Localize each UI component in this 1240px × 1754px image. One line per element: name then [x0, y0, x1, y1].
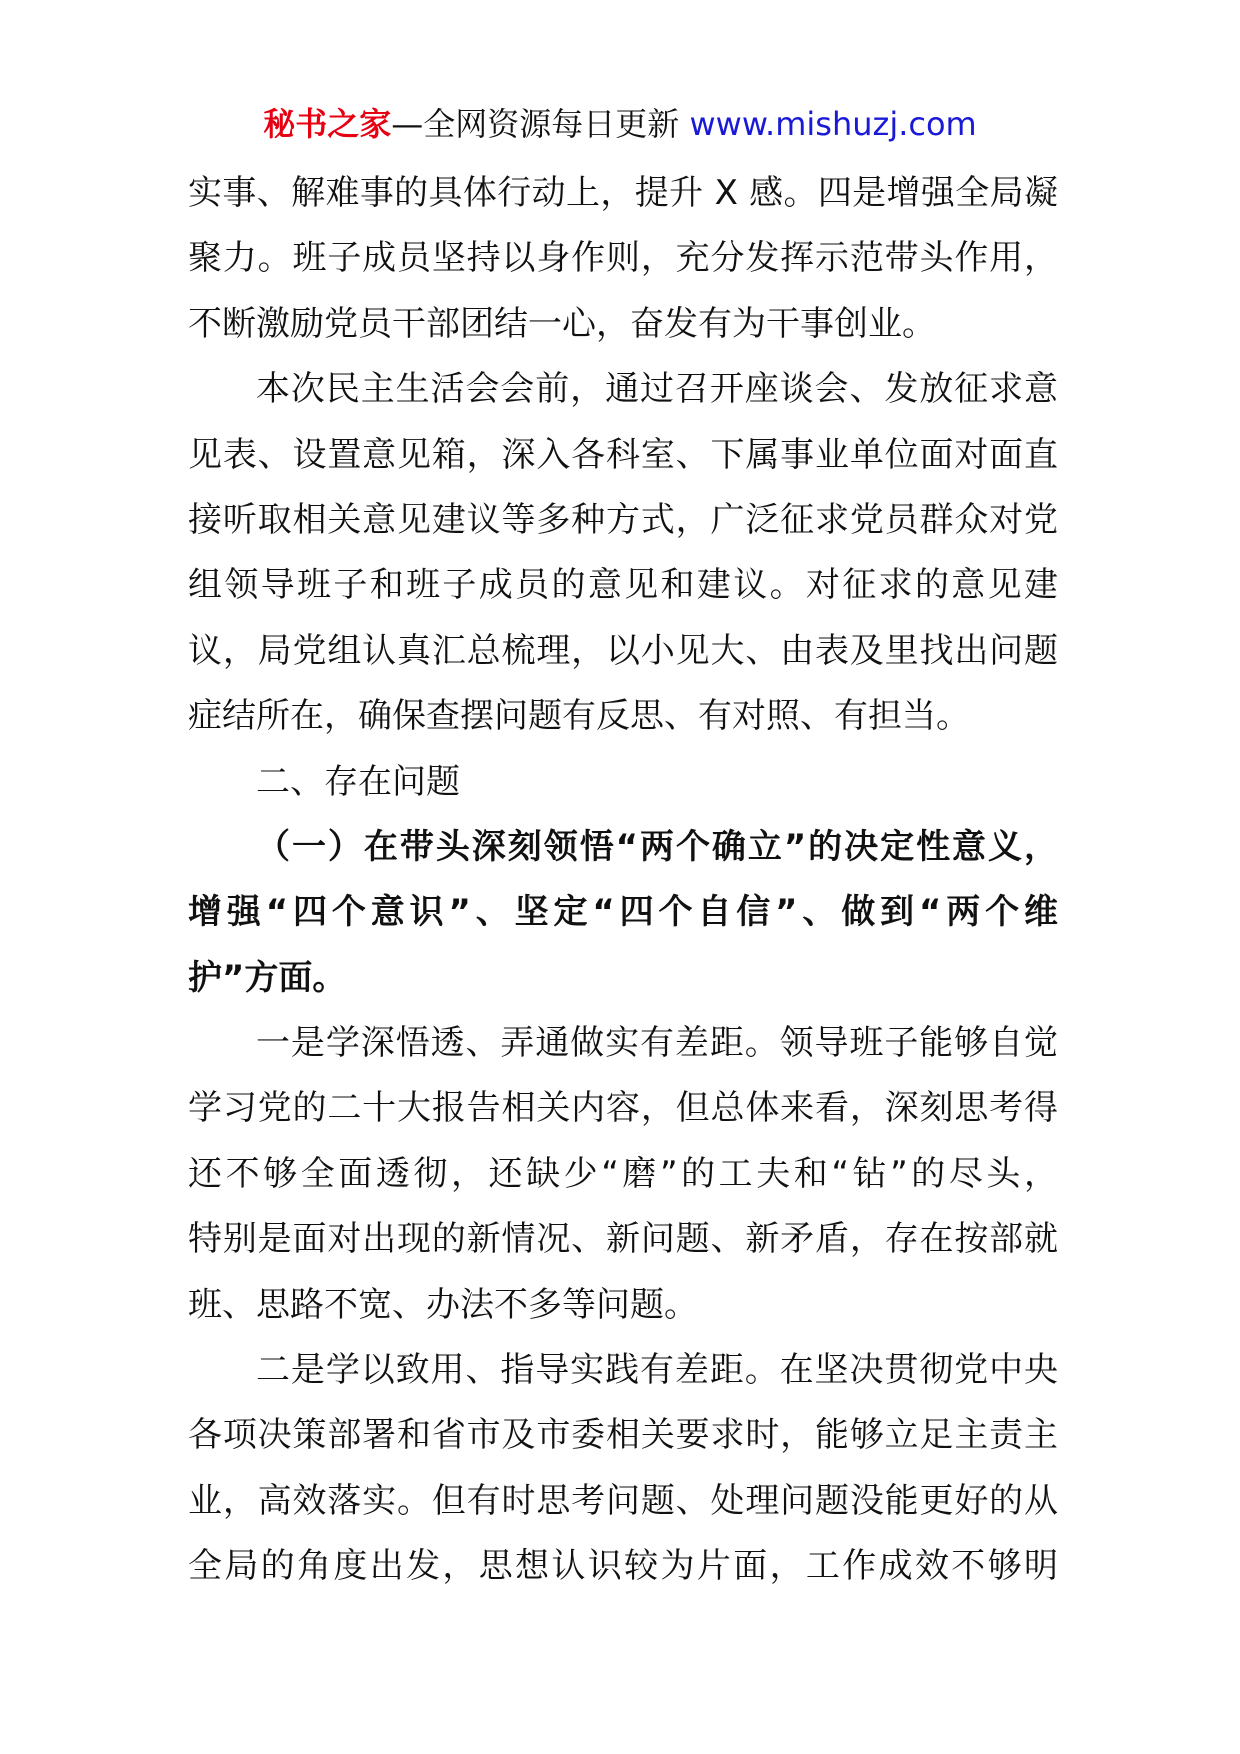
- brand-name: 秘书之家: [263, 105, 392, 143]
- subsection-heading: 护”方面。: [188, 957, 347, 998]
- subsection-heading: （一）在带头深刻领悟“两个确立”的决定性意义，: [256, 826, 1058, 867]
- subsection-heading: 增强“四个意识”、坚定“四个自信”、做到“两个维: [188, 892, 1058, 933]
- text-line: 班、思路不宽、办法不多等问题。: [188, 1284, 698, 1325]
- site-header: [0, 100, 1240, 148]
- text-line: 聚力。班子成员坚持以身作则，充分发挥示范带头作用，: [188, 238, 1058, 279]
- site-url-link[interactable]: www.mishuzj.com: [689, 105, 977, 143]
- text-line: 组领导班子和班子成员的意见和建议。对征求的意见建: [188, 565, 1058, 606]
- text-line: 接听取相关意见建议等多种方式，广泛征求党员群众对党: [188, 499, 1058, 540]
- text-line: 二是学以致用、指导实践有差距。在坚决贯彻党中央: [256, 1350, 1058, 1391]
- section-heading: 二、存在问题: [256, 761, 460, 802]
- header-tagline: —全网资源每日更新: [391, 105, 690, 143]
- text-line: 学习党的二十大报告相关内容，但总体来看，深刻思考得: [188, 1088, 1058, 1129]
- text-line: 症结所在，确保查摆问题有反思、有对照、有担当。: [188, 696, 970, 737]
- text-line: 一是学深悟透、弄通做实有差距。领导班子能够自觉: [256, 1023, 1058, 1064]
- text-line: 全局的角度出发，思想认识较为片面，工作成效不够明: [188, 1546, 1058, 1587]
- document-body: [188, 161, 1058, 1600]
- text-line: 本次民主生活会会前，通过召开座谈会、发放征求意: [256, 369, 1058, 410]
- text-line: 特别是面对出现的新情况、新问题、新矛盾，存在按部就: [188, 1219, 1058, 1260]
- text-line: 各项决策部署和省市及市委相关要求时，能够立足主责主: [188, 1415, 1058, 1456]
- text-line: 实事、解难事的具体行动上，提升 X 感。四是增强全局凝: [188, 173, 1058, 213]
- text-line: 见表、设置意见箱，深入各科室、下属事业单位面对面直: [188, 434, 1058, 475]
- text-line: 业，高效落实。但有时思考问题、处理问题没能更好的从: [188, 1480, 1058, 1521]
- text-line: 还不够全面透彻，还缺少“磨”的工夫和“钻”的尽头，: [188, 1153, 1058, 1194]
- text-line: 议，局党组认真汇总梳理，以小见大、由表及里找出问题: [188, 630, 1058, 671]
- text-line: 不断激励党员干部团结一心，奋发有为干事创业。: [188, 303, 936, 344]
